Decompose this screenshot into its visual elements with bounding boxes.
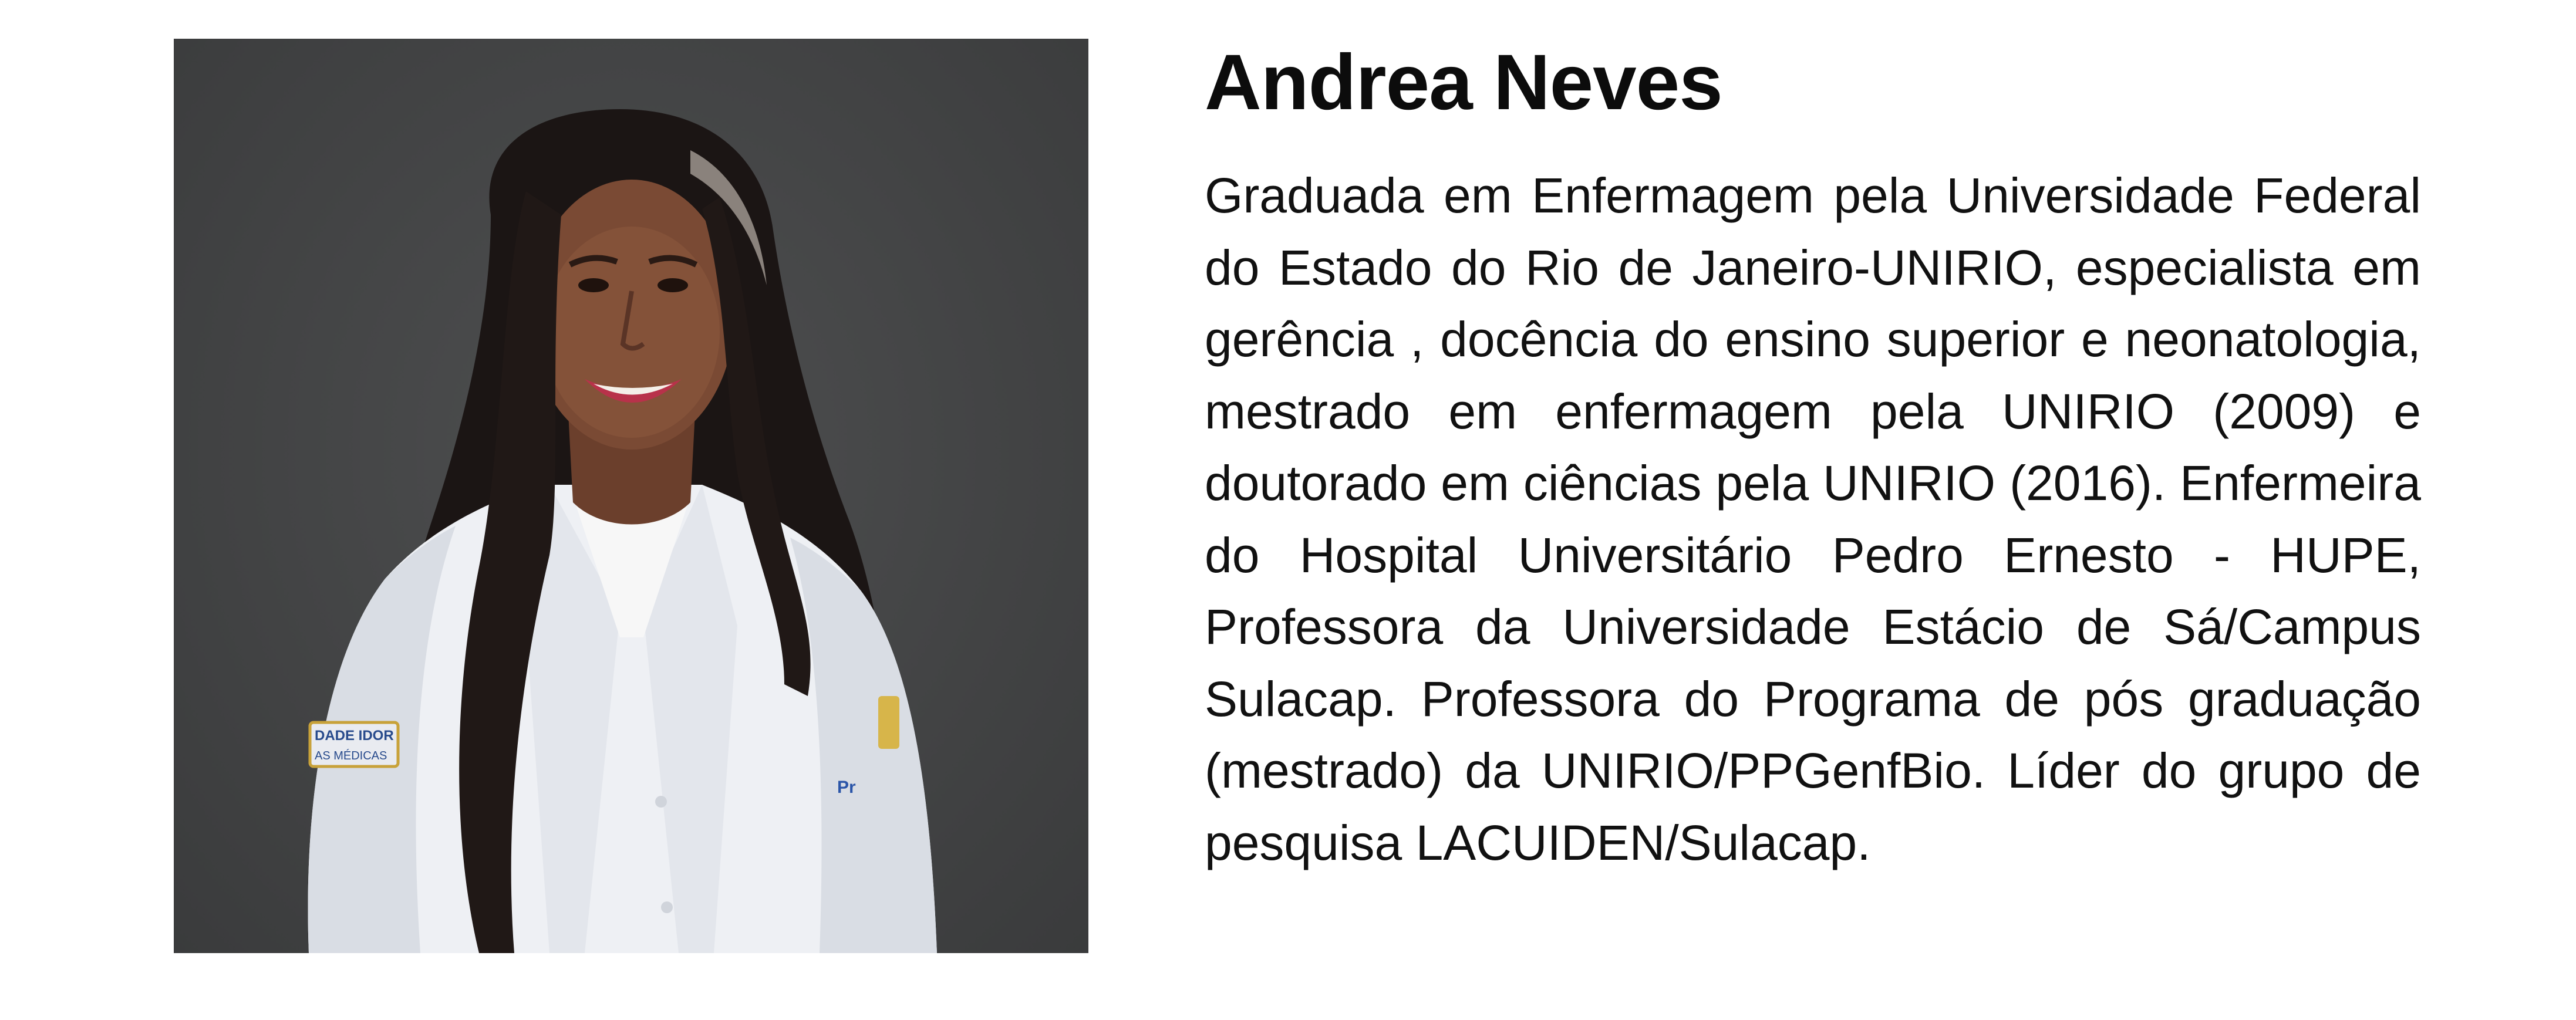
- svg-text:Pr: Pr: [837, 778, 856, 797]
- svg-text:AS MÉDICAS: AS MÉDICAS: [315, 749, 387, 762]
- portrait-illustration: [174, 39, 1088, 953]
- person-name: Andrea Neves: [1205, 39, 1722, 126]
- svg-text:DADE IDOR: DADE IDOR: [315, 728, 394, 744]
- bio-card: [1205, 39, 2421, 879]
- profile-photo: [174, 39, 1088, 953]
- person-bio: Graduada em Enfermagem pela Universidade Federal do Estado do Rio de Janeiro-UNIRIO, especialista em gerência , docência do ensino superior e neonatologia, mestrado em enfermagem pela UNIRIO (2009) e doutorado em ciências pela UNIRIO (2016). Enfermeira do Hospital Universitário Pedro Ernesto - HUPE, Professora da Universidade Estácio de Sá/Campus Sulacap. Professora do Programa de pós graduação (mestrado) da UNIRIO/PPGenfBio. Líder do grupo de pesquisa LACUIDEN/Sulacap.: [1205, 168, 2421, 870]
